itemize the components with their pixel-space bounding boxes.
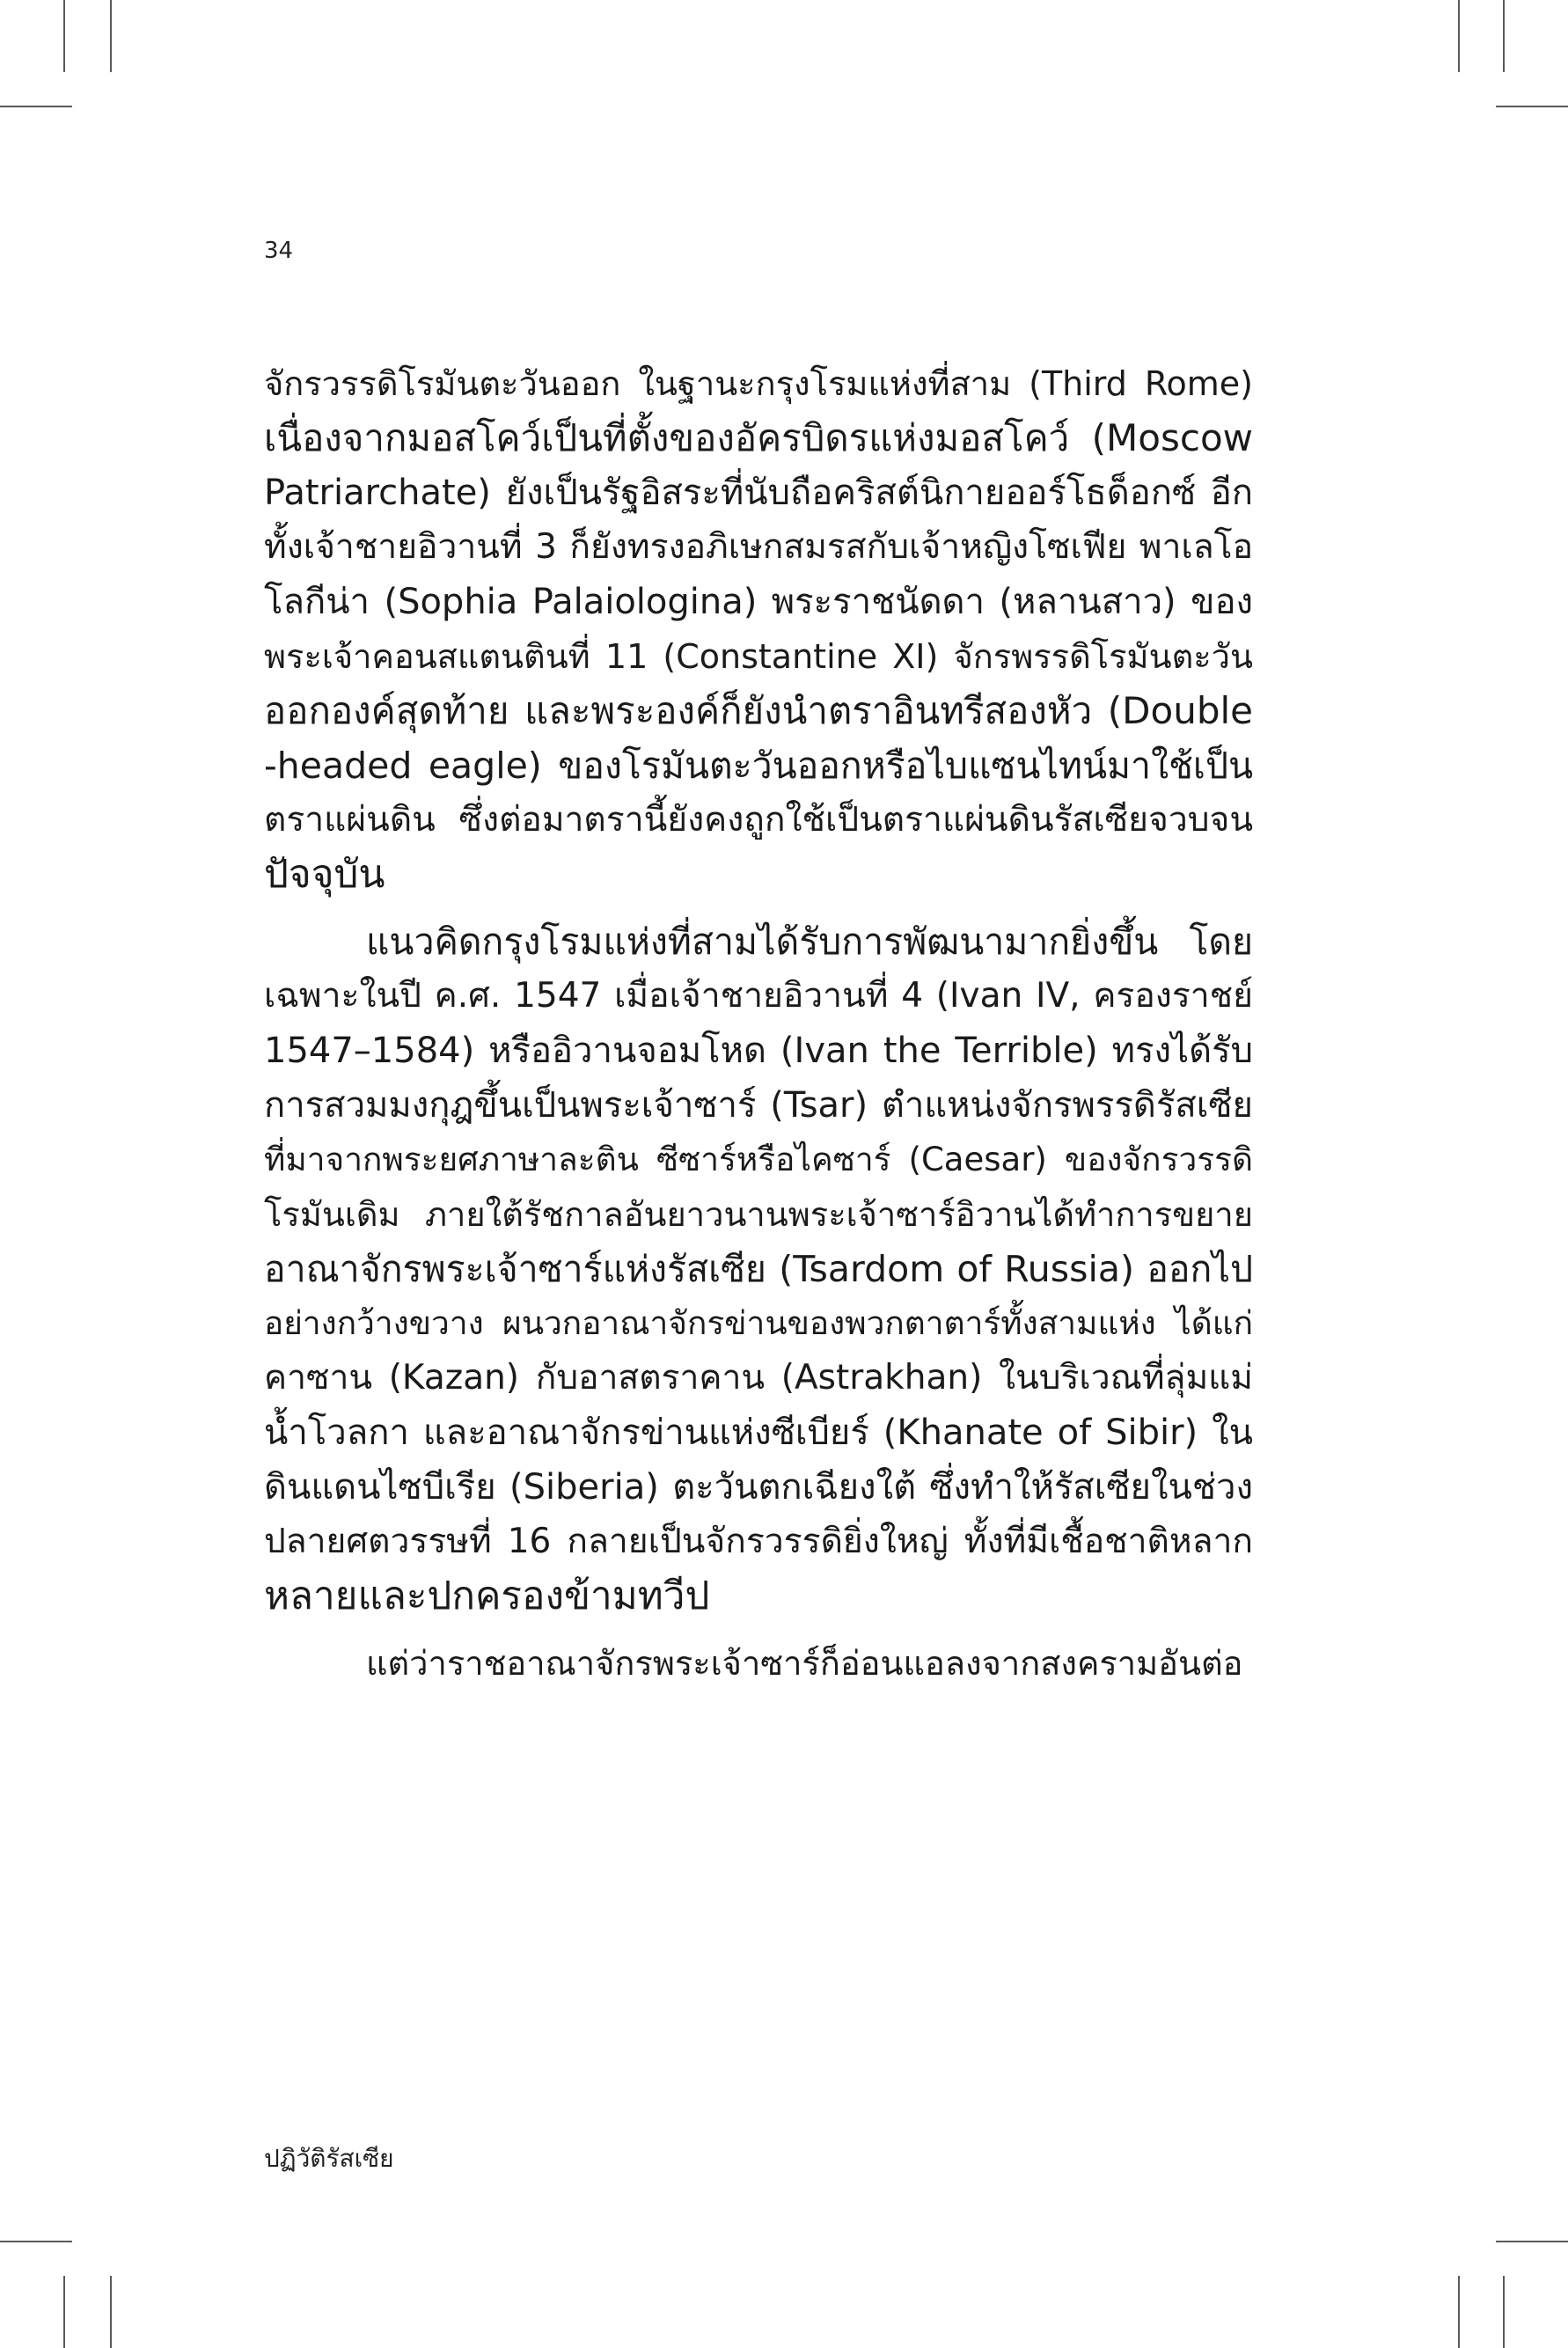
running-footer-title: ปฏิวัติรัสเซีย [264,2144,394,2173]
crop-mark-bottom-left-horizontal [0,2241,72,2242]
text-line: อย่างกว้างขวาง ผนวกอาณาจักรข่านของพวกตาตาร์ทั้งสามแห่ง ได้แก่ [264,1304,1253,1342]
text-line: 1547–1584) หรืออิวานจอมโหด (Ivan the Terrible) ทรงได้รับ [264,1031,1253,1071]
text-line: ปลายศตวรรษที่ 16 กลายเป็นจักรวรรดิยิ่งใหญ่ ทั้งที่มีเชื้อชาติหลาก [264,1522,1253,1561]
text-line: พระเจ้าคอนสแตนตินที่ 11 (Constantine XI) จักรพรรดิโรมันตะวัน [264,637,1253,676]
text-line: แนวคิดกรุงโรมแห่งที่สามได้รับการพัฒนามากยิ่งขึ้น โดย [366,921,1253,963]
text-line: ตราแผ่นดิน ซึ่งต่อมาตรานี้ยังคงถูกใช้เป็นตราแผ่นดินรัสเซียจวบจน [264,800,1253,840]
crop-mark-top-left-vertical [63,0,65,72]
paragraph [264,1636,1253,1691]
text-line: แต่ว่าราชอาณาจักรพระเจ้าซาร์ก็อ่อนแอลงจากสงครามอันต่อ [366,1644,1243,1683]
text-line: อาณาจักรพระเจ้าซาร์แห่งรัสเซีย (Tsardom of Russia) ออกไป [264,1248,1253,1290]
crop-mark-top-left-vertical-inner [110,0,112,72]
paragraph [264,914,1253,1624]
paragraph-spacer [264,902,1253,914]
crop-mark-bottom-left-vertical [63,2276,65,2348]
text-line: Patriarchate) ยังเป็นรัฐอิสระที่นับถือคริสต์นิกายออร์โธด็อกซ์ อีก [264,473,1253,513]
text-line: โลกีน่า (Sophia Palaiologina) พระราชนัดดา (หลานสาว) ของ [264,582,1253,622]
crop-mark-top-right-horizontal [1496,106,1568,107]
text-line: -headed eagle) ของโรมันตะวันออกหรือไบแซนไทน์มาใช้เป็น [264,745,1253,787]
text-line: คาซาน (Kazan) กับอาสตราคาน (Astrakhan) ในบริเวณที่ลุ่มแม่ [264,1358,1253,1398]
crop-mark-top-right-vertical [1503,0,1505,72]
text-line: ทั้งเจ้าชายอิวานที่ 3 ก็ยังทรงอภิเษกสมรสกับเจ้าหญิงโซเฟีย พาเลโอ [264,527,1253,567]
paragraph-spacer [264,1624,1253,1636]
crop-mark-bottom-left-vertical-inner [110,2276,112,2348]
text-line: ปัจจุบัน [264,852,385,897]
text-line: เนื่องจากมอสโคว์เป็นที่ตั้งของอัครบิดรแห่งมอสโคว์ (Moscow [264,416,1253,459]
crop-mark-bottom-right-vertical-inner [1458,2276,1460,2348]
text-line: น้ำโวลกา และอาณาจักรข่านแห่งซีเบียร์ (Khanate of Sibir) ใน [264,1412,1253,1453]
text-line: หลายและปกครองข้ามทวีป [264,1574,710,1618]
text-line: ออกองค์สุดท้าย และพระองค์ก็ยังนำตราอินทรีสองหัว (Double [264,689,1253,732]
text-line: จักรวรรดิโรมันตะวันออก ในฐานะกรุงโรมแห่งที่สาม (Third Rome) [264,364,1253,403]
body-text [264,356,1253,1691]
crop-mark-bottom-right-vertical [1503,2276,1505,2348]
crop-mark-bottom-right-horizontal [1496,2241,1568,2242]
page-number: 34 [264,238,294,264]
crop-mark-top-right-vertical-inner [1458,0,1460,72]
crop-mark-top-left-horizontal [0,106,72,107]
text-line: เฉพาะในปี ค.ศ. 1547 เมื่อเจ้าชายอิวานที่ 4 (Ivan IV, ครองราชย์ [264,976,1253,1016]
text-line: โรมันเดิม ภายใต้รัชกาลอันยาวนานพระเจ้าซาร์อิวานได้ทำการขยาย [264,1195,1253,1234]
text-line: ดินแดนไซบีเรีย (Siberia) ตะวันตกเฉียงใต้ ซึ่งทำให้รัสเซียในช่วง [264,1467,1253,1508]
paragraph [264,356,1253,902]
text-line: ที่มาจากพระยศภาษาละติน ซีซาร์หรือไคซาร์ (Caesar) ของจักรวรรดิ [264,1141,1253,1178]
text-line: การสวมมงกุฎขึ้นเป็นพระเจ้าซาร์ (Tsar) ตำแหน่งจักรพรรดิรัสเซีย [264,1085,1253,1126]
